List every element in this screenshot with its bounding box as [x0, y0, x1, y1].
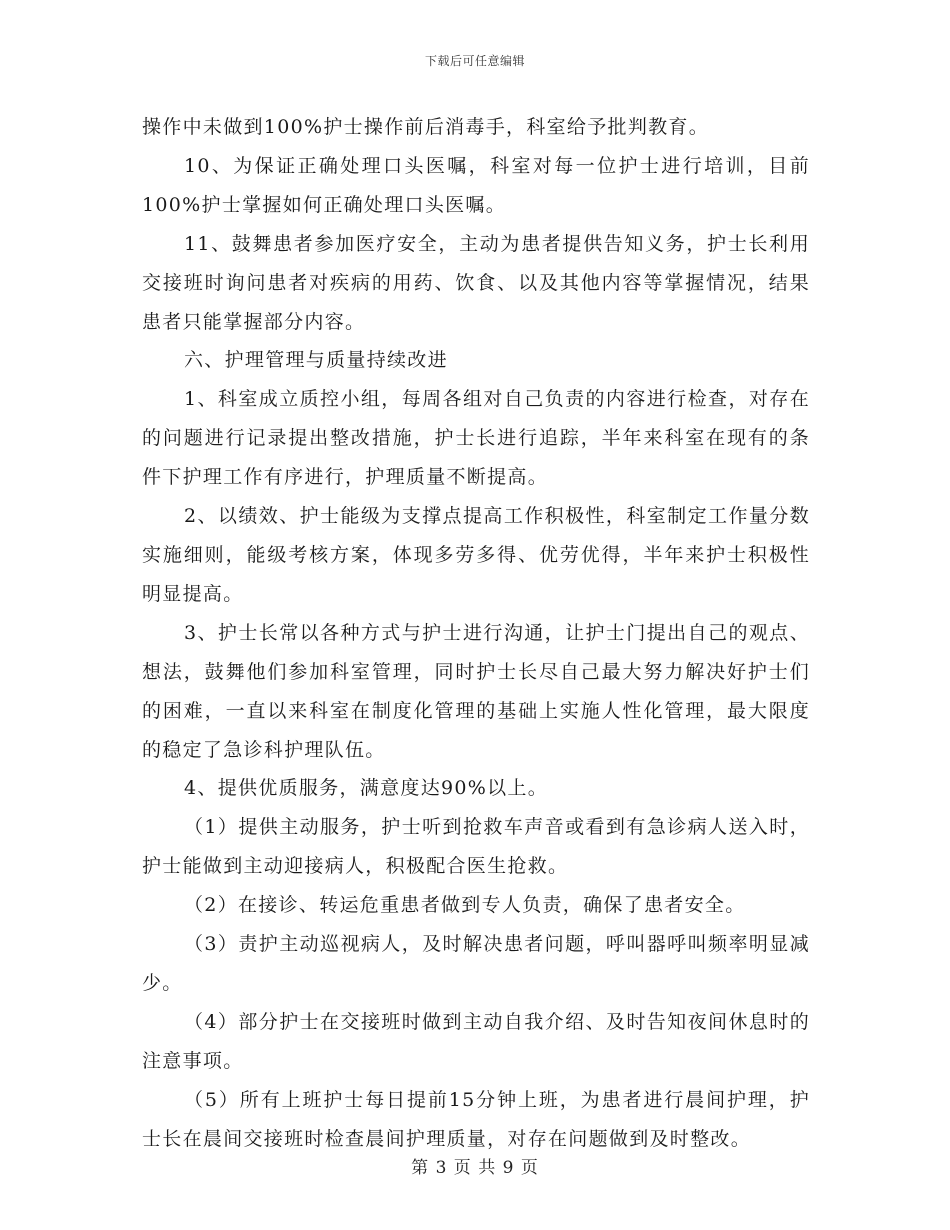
paragraph: 11、鼓舞患者参加医疗安全，主动为患者提供告知义务，护士长利用交接班时询问患者对疾病的用药、饮食、以及其他内容等掌握情况，结果患者只能掌握部分内容。 [142, 232, 810, 333]
section-heading: 六、护理管理与质量持续改进 [184, 349, 448, 372]
paragraph: 3、护士长常以各种方式与护士进行沟通，让护士门提出自己的观点、想法，鼓舞他们参加科室管理，同时护士长尽自己最大努力解决好护士们的困难，一直以来科室在制度化管理的基础上实施人性化管理，最大限度的稳定了急诊科护理队伍。 [142, 621, 810, 761]
list-item: （4）部分护士在交接班时做到主动自我介绍、及时告知夜间休息时的注意事项。 [142, 1010, 810, 1072]
paragraph: 操作中未做到100%护士操作前后消毒手，科室给予批判教育。 [142, 116, 710, 138]
page-number: 第 3 页 共 9 页 [411, 1158, 539, 1178]
page-header: 下载后可任意编辑 [424, 54, 525, 68]
paragraph: 2、以绩效、护士能级为支撑点提高工作积极性，科室制定工作量分数实施细则，能级考核方案，体现多劳多得、优劳优得，半年来护士积极性明显提高。 [142, 505, 810, 605]
list-item: （2）在接诊、转运危重患者做到专人负责，确保了患者安全。 [184, 894, 746, 917]
list-item: （3）责护主动巡视病人，及时解决患者问题，呼叫器呼叫频率明显减少。 [142, 933, 810, 994]
list-item: （1）提供主动服务，护士听到抢救车声音或看到有急诊病人送入时，护士能做到主动迎接病人，积极配合医生抢救。 [142, 816, 810, 878]
list-item: （5）所有上班护士每日提前15分钟上班，为患者进行晨间护理，护士长在晨间交接班时检查晨间护理质量，对存在问题做到及时整改。 [142, 1088, 810, 1150]
paragraph: 4、提供优质服务，满意度达90%以上。 [184, 777, 549, 800]
paragraph: 1、科室成立质控小组，每周各组对自己负责的内容进行检查，对存在的问题进行记录提出整改措施，护士长进行追踪，半年来科室在现有的条件下护理工作有序进行，护理质量不断提高。 [142, 388, 810, 489]
document-body [142, 108, 810, 1158]
paragraph: 10、为保证正确处理口头医嘱，科室对每一位护士进行培训，目前100%护士掌握如何正确处理口头医嘱。 [142, 154, 810, 216]
